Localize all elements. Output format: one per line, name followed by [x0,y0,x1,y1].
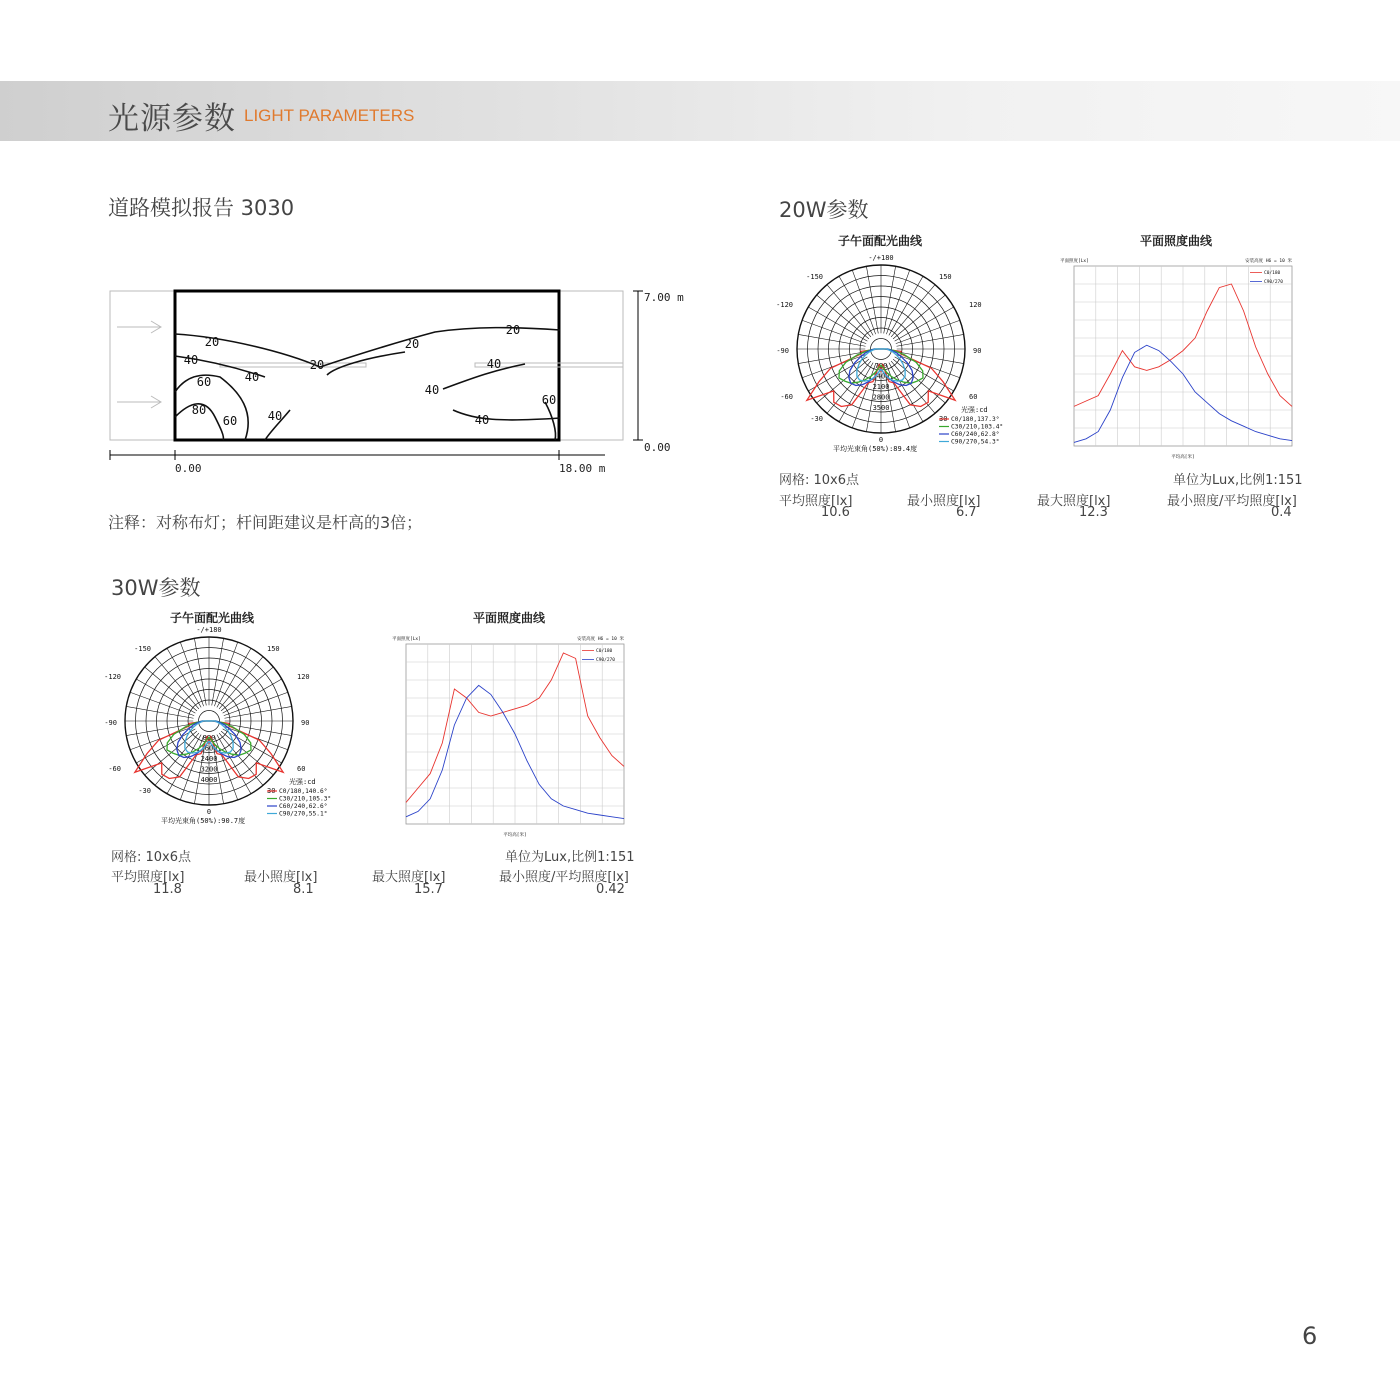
polar-legend-item: C60/240,62.6° [279,803,328,810]
polar-beam-angle: 平均光束角(50%):89.4度 [833,445,918,453]
w20-grid-label: 网格: 10x6点 [779,473,860,488]
polar-beam-angle: 平均光束角(50%):90.7度 [161,817,246,825]
traffic-arrow-icon [117,396,161,408]
polar-angle-label: 150 [267,645,280,653]
polar-ring-label: 4000 [200,775,218,784]
polar-ring-label: 700 [874,361,888,370]
polar-angle-label: -30 [810,415,823,423]
polar-angle-label: 0 [206,808,212,816]
road-height-label: 7.00 m [644,291,684,304]
polar-legend-item: C0/180,140.6° [279,788,328,795]
polar-legend-item: C30/210,105.3° [279,795,332,803]
w20-stat-value: 0.4 [1271,505,1292,520]
illum-ylabel: 平面照度[Lx] [392,637,421,642]
polar-legend-item: C90/270,55.1° [279,810,328,818]
polar-ring-label: 800 [202,733,216,742]
contour-label: 60 [541,393,557,407]
illum-legend-item: C90/270 [1264,280,1283,285]
polar-angle-label: -120 [776,301,793,309]
w30-grid-label: 网格: 10x6点 [111,850,192,865]
contour-label: 20 [309,358,325,372]
polar-ring-label: 1600 [200,744,218,753]
w20-polar-title: 子午面配光曲线 [838,234,923,248]
w30-stat-value: 11.8 [153,882,182,897]
w20-stat-value: 10.6 [821,505,850,520]
illum-legend-item: C0/180 [596,649,613,654]
w20-illum-title: 平面照度曲线 [1140,234,1213,248]
polar-angle-label: -120 [104,673,121,681]
contour-label: 40 [424,383,440,397]
polar-angle-label: -150 [134,645,151,653]
contour-label: 40 [267,409,283,423]
polar-legend-item: C90/270,54.3° [951,438,1000,446]
polar-angle-label: -60 [780,393,793,401]
polar-angle-label: -/+180 [196,626,222,634]
illum-height-note: 安装高度 H6 = 10 米 [577,637,624,642]
w20-polar-chart [778,252,1008,457]
road-note: 注释：对称布灯；杆间距建议是杆高的3倍； [108,513,423,532]
traffic-arrow-icon [117,321,161,333]
w20-stat-value: 12.3 [1079,505,1108,520]
w20-section-title: 20W参数 [779,198,869,222]
road-simulation-diagram [105,282,705,482]
contour-label: 40 [244,370,260,384]
contour-label: 60 [196,375,212,389]
illum-xlabel: 平均高[米] [503,833,527,838]
polar-legend-item: C30/210,103.4° [951,423,1004,431]
w20-stat-label: 最大照度[lx] [1037,494,1111,509]
page-title: 光源参数 [108,101,236,137]
contour-label: 40 [474,413,490,427]
w30-stat-value: 15.7 [414,882,443,897]
polar-angle-label: 60 [297,765,306,773]
polar-angle-label: 30 [939,415,948,423]
contour-label: 40 [486,357,502,371]
polar-angle-label: 90 [973,347,982,355]
polar-angle-label: 120 [297,673,310,681]
w30-stat-label: 最大照度[lx] [372,870,446,885]
polar-angle-label: -30 [138,787,151,795]
page-number: 6 [1302,1322,1318,1350]
polar-angle-label: -150 [806,273,823,281]
w30-unit-label: 单位为Lux,比例1:151 [505,850,635,865]
polar-angle-label: 90 [301,719,310,727]
polar-angle-label: 60 [969,393,978,401]
illum-legend-item: C90/270 [596,658,615,663]
w30-stat-label: 平均照度[lx] [111,870,185,885]
polar-ring-label: 1400 [872,372,890,381]
polar-angle-label: 120 [969,301,982,309]
w20-stat-label: 最小照度[lx] [907,494,981,509]
polar-ring-label: 2400 [200,754,218,763]
polar-angle-label: -60 [108,765,121,773]
w30-stat-label: 最小照度[lx] [244,870,318,885]
w30-stat-value: 0.42 [596,882,625,897]
polar-ring-label: 2800 [872,393,890,402]
w30-illum-chart [390,632,630,840]
w30-illum-title: 平面照度曲线 [473,611,546,625]
polar-angle-label: 150 [939,273,952,281]
contour-label: 20 [204,335,220,349]
w30-polar-title: 子午面配光曲线 [170,611,255,625]
w20-stat-value: 6.7 [956,505,977,520]
polar-ring-label: 3500 [872,403,890,412]
w30-polar-chart [106,624,338,834]
contour-label: 40 [183,353,199,367]
polar-angle-label: 30 [267,787,276,795]
road-section-title: 道路模拟报告 3030 [108,196,295,220]
road-x-end: 18.00 m [559,462,606,475]
polar-angle-label: -90 [104,719,117,727]
w20-unit-label: 单位为Lux,比例1:151 [1173,473,1303,488]
polar-legend-item: C0/180,137.3° [951,416,1000,423]
polar-ring-label: 3200 [200,765,218,774]
polar-angle-label: -90 [776,347,789,355]
illum-xlabel: 平均高[米] [1171,455,1195,460]
contour-label: 20 [404,337,420,351]
road-zero-label: 0.00 [644,441,671,454]
polar-angle-label: -/+180 [868,254,894,262]
polar-angle-label: 0 [878,436,884,444]
road-x-start: 0.00 [175,462,202,475]
polar-legend-title: 光强:cd [961,406,988,414]
page-subtitle: LIGHT PARAMETERS [244,106,415,125]
w20-stat-label: 最小照度/平均照度[lx] [1167,494,1297,509]
polar-legend-item: C60/240,62.8° [951,431,1000,438]
w30-stat-label: 最小照度/平均照度[lx] [499,870,629,885]
illum-ylabel: 平面照度[Lx] [1060,259,1089,264]
w30-section-title: 30W参数 [111,576,201,600]
illum-legend-item: C0/180 [1264,271,1281,276]
polar-ring-label: 2100 [872,382,890,391]
contour-label: 20 [505,323,521,337]
w30-stat-value: 8.1 [293,882,314,897]
w20-stat-label: 平均照度[lx] [779,494,853,509]
contour-label: 60 [222,414,238,428]
polar-legend-title: 光强:cd [289,778,316,786]
w20-illum-chart [1058,254,1300,464]
contour-label: 80 [191,403,207,417]
illum-height-note: 安装高度 H6 = 10 米 [1245,259,1292,264]
